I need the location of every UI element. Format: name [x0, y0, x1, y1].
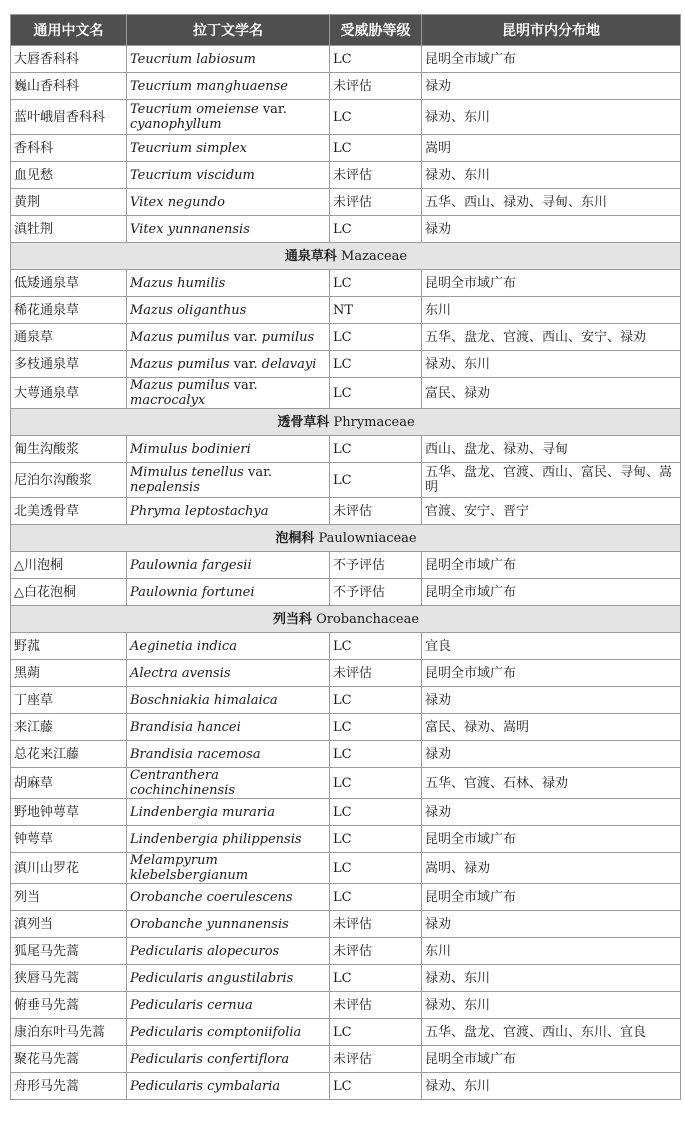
common-name-cell: 滇列当: [11, 911, 127, 938]
distribution-cell: 官渡、安宁、晋宁: [422, 498, 681, 525]
genus-name: Pedicularis: [130, 1078, 203, 1094]
genus-name: Melampyrum: [130, 853, 218, 868]
common-name-cell: 狭唇马先蒿: [11, 965, 127, 992]
distribution-cell: 五华、西山、禄劝、寻甸、东川: [422, 189, 681, 216]
genus-name: Vitex: [130, 221, 164, 237]
threat-level-cell: 未评估: [330, 73, 422, 100]
latin-name-cell: [127, 552, 330, 579]
species-row: [11, 216, 681, 243]
latin-name-cell: [127, 436, 330, 463]
threat-level-cell: LC: [330, 463, 422, 498]
threat-level-cell: 不予评估: [330, 552, 422, 579]
latin-name-cell: [127, 579, 330, 606]
common-name-cell: 聚花马先蒿: [11, 1046, 127, 1073]
distribution-cell: 富民、禄劝: [422, 378, 681, 409]
common-name-cell: 多枝通泉草: [11, 351, 127, 378]
rank-marker: var.: [233, 356, 258, 372]
family-latin-name: Paulowniaceae: [318, 530, 417, 546]
threat-level-cell: 未评估: [330, 992, 422, 1019]
species-epithet: cernua: [207, 997, 253, 1013]
latin-name-cell: [127, 768, 330, 799]
species-epithet: cymbalaria: [207, 1078, 281, 1094]
species-epithet: leptostachya: [184, 503, 269, 519]
species-epithet: hancei: [197, 719, 241, 735]
genus-name: Teucrium: [130, 102, 193, 117]
threat-level-cell: LC: [330, 826, 422, 853]
species-row: [11, 687, 681, 714]
threat-level-cell: 未评估: [330, 938, 422, 965]
species-table: [10, 14, 681, 1100]
genus-name: Pedicularis: [130, 970, 203, 986]
species-epithet: pumilus: [177, 329, 230, 345]
species-table-page: [10, 14, 680, 1100]
species-epithet: alopecuros: [207, 943, 280, 959]
latin-name-cell: [127, 189, 330, 216]
genus-name: Pedicularis: [130, 943, 203, 959]
threat-level-cell: LC: [330, 270, 422, 297]
header-row: [11, 15, 681, 46]
family-chinese-name: 泡桐科: [275, 530, 315, 546]
distribution-cell: 五华、盘龙、官渡、西山、东川、宜良: [422, 1019, 681, 1046]
threat-level-cell: LC: [330, 46, 422, 73]
family-cell: [11, 525, 681, 552]
latin-name-cell: [127, 463, 330, 498]
genus-name: Mazus: [130, 329, 173, 345]
latin-name-cell: [127, 687, 330, 714]
threat-level-cell: LC: [330, 378, 422, 409]
latin-name-cell: [127, 297, 330, 324]
species-row: [11, 162, 681, 189]
threat-level-cell: 未评估: [330, 162, 422, 189]
family-row: [11, 243, 681, 270]
species-row: [11, 884, 681, 911]
species-row: [11, 714, 681, 741]
common-name-cell: 通泉草: [11, 324, 127, 351]
common-name-cell: △白花泡桐: [11, 579, 127, 606]
common-name-cell: 黄荆: [11, 189, 127, 216]
species-row: [11, 741, 681, 768]
distribution-cell: 昆明全市域广布: [422, 579, 681, 606]
threat-level-cell: LC: [330, 633, 422, 660]
latin-name-cell: [127, 992, 330, 1019]
species-epithet: oliganthus: [177, 302, 247, 318]
threat-level-cell: LC: [330, 884, 422, 911]
distribution-cell: 昆明全市域广布: [422, 1046, 681, 1073]
species-epithet: muraria: [222, 804, 275, 820]
common-name-cell: 狐尾马先蒿: [11, 938, 127, 965]
species-epithet: omeiense: [196, 102, 259, 117]
distribution-cell: 东川: [422, 297, 681, 324]
distribution-cell: 昆明全市域广布: [422, 660, 681, 687]
threat-level-cell: LC: [330, 853, 422, 884]
threat-level-cell: 不予评估: [330, 579, 422, 606]
distribution-cell: 禄劝、东川: [422, 162, 681, 189]
family-cell: [11, 409, 681, 436]
genus-name: Teucrium: [130, 167, 193, 183]
threat-level-cell: LC: [330, 799, 422, 826]
species-row: [11, 297, 681, 324]
latin-name-cell: [127, 938, 330, 965]
distribution-cell: 禄劝、东川: [422, 100, 681, 135]
threat-level-cell: 未评估: [330, 1046, 422, 1073]
distribution-cell: 禄劝: [422, 911, 681, 938]
common-name-cell: 大唇香科科: [11, 46, 127, 73]
genus-name: Brandisia: [130, 746, 193, 762]
distribution-cell: 禄劝: [422, 216, 681, 243]
genus-name: Mazus: [130, 378, 173, 393]
family-row: [11, 409, 681, 436]
threat-level-cell: LC: [330, 1073, 422, 1100]
threat-level-cell: LC: [330, 100, 422, 135]
species-epithet: pumilus: [177, 356, 230, 372]
common-name-cell: 匍生沟酸浆: [11, 436, 127, 463]
infraspecific-epithet: delavayi: [261, 356, 317, 372]
latin-name-cell: [127, 378, 330, 409]
genus-name: Pedicularis: [130, 1051, 203, 1067]
threat-level-cell: LC: [330, 436, 422, 463]
threat-level-cell: LC: [330, 351, 422, 378]
family-row: [11, 525, 681, 552]
infraspecific-epithet: macrocalyx: [130, 393, 206, 408]
threat-level-cell: NT: [330, 297, 422, 324]
distribution-cell: 五华、盘龙、官渡、西山、安宁、禄劝: [422, 324, 681, 351]
species-row: [11, 1073, 681, 1100]
species-epithet: himalaica: [213, 692, 278, 708]
genus-name: Lindenbergia: [130, 831, 219, 847]
species-row: [11, 463, 681, 498]
distribution-cell: 禄劝: [422, 73, 681, 100]
table-header: [11, 15, 681, 46]
species-epithet: coerulescens: [206, 889, 293, 905]
family-latin-name: Phrymaceae: [333, 414, 415, 430]
common-name-cell: 胡麻草: [11, 768, 127, 799]
species-row: [11, 73, 681, 100]
distribution-cell: 西山、盘龙、禄劝、寻甸: [422, 436, 681, 463]
species-row: [11, 46, 681, 73]
genus-name: Teucrium: [130, 78, 193, 94]
family-latin-name: Orobanchaceae: [316, 611, 420, 627]
latin-name-cell: [127, 162, 330, 189]
species-epithet: angustilabris: [207, 970, 294, 986]
common-name-cell: 野菰: [11, 633, 127, 660]
genus-name: Paulownia: [130, 557, 198, 573]
latin-name-cell: [127, 1019, 330, 1046]
family-row: [11, 606, 681, 633]
common-name-cell: 滇牡荆: [11, 216, 127, 243]
distribution-cell: 嵩明: [422, 135, 681, 162]
species-row: [11, 911, 681, 938]
common-name-cell: 来江藤: [11, 714, 127, 741]
threat-level-cell: LC: [330, 741, 422, 768]
species-epithet: humilis: [177, 275, 226, 291]
latin-name-cell: [127, 741, 330, 768]
threat-level-cell: LC: [330, 965, 422, 992]
distribution-cell: 五华、官渡、石林、禄劝: [422, 768, 681, 799]
species-row: [11, 1046, 681, 1073]
species-row: [11, 633, 681, 660]
species-row: [11, 826, 681, 853]
species-row: [11, 992, 681, 1019]
family-cell: [11, 606, 681, 633]
family-chinese-name: 通泉草科: [284, 248, 337, 264]
genus-name: Mimulus: [130, 441, 188, 457]
header-distribution: 昆明市内分布地: [422, 15, 681, 46]
family-cell: [11, 243, 681, 270]
genus-name: Teucrium: [130, 140, 193, 156]
distribution-cell: 禄劝、东川: [422, 965, 681, 992]
distribution-cell: 富民、禄劝、嵩明: [422, 714, 681, 741]
species-row: [11, 351, 681, 378]
species-row: [11, 552, 681, 579]
species-epithet: labiosum: [196, 51, 256, 67]
threat-level-cell: LC: [330, 216, 422, 243]
genus-name: Pedicularis: [130, 1024, 203, 1040]
species-epithet: pumilus: [177, 378, 230, 393]
latin-name-cell: [127, 853, 330, 884]
rank-marker: var.: [233, 378, 258, 393]
species-epithet: simplex: [196, 140, 247, 156]
species-epithet: klebelsbergianum: [130, 868, 249, 883]
latin-name-cell: [127, 633, 330, 660]
distribution-cell: 禄劝、东川: [422, 351, 681, 378]
species-row: [11, 853, 681, 884]
species-row: [11, 100, 681, 135]
rank-marker: var.: [262, 102, 287, 117]
species-epithet: cochinchinensis: [130, 783, 236, 798]
rank-marker: var.: [248, 465, 273, 480]
genus-name: Mazus: [130, 356, 173, 372]
threat-level-cell: LC: [330, 714, 422, 741]
threat-level-cell: LC: [330, 135, 422, 162]
common-name-cell: 大萼通泉草: [11, 378, 127, 409]
distribution-cell: 昆明全市域广布: [422, 46, 681, 73]
species-epithet: fortunei: [201, 584, 255, 600]
common-name-cell: 黑蒴: [11, 660, 127, 687]
header-threat-level: 受威胁等级: [330, 15, 422, 46]
distribution-cell: 昆明全市域广布: [422, 884, 681, 911]
latin-name-cell: [127, 351, 330, 378]
latin-name-cell: [127, 884, 330, 911]
genus-name: Lindenbergia: [130, 804, 219, 820]
infraspecific-epithet: nepalensis: [130, 480, 200, 495]
infraspecific-epithet: pumilus: [261, 329, 315, 345]
distribution-cell: 五华、盘龙、官渡、西山、富民、寻甸、嵩明: [422, 463, 681, 498]
latin-name-cell: [127, 826, 330, 853]
common-name-cell: 康泊东叶马先蒿: [11, 1019, 127, 1046]
latin-name-cell: [127, 1046, 330, 1073]
threat-level-cell: LC: [330, 1019, 422, 1046]
common-name-cell: 钟萼草: [11, 826, 127, 853]
genus-name: Paulownia: [130, 584, 198, 600]
distribution-cell: 昆明全市域广布: [422, 552, 681, 579]
latin-name-cell: [127, 270, 330, 297]
distribution-cell: 禄劝: [422, 799, 681, 826]
latin-name-cell: [127, 100, 330, 135]
common-name-cell: 野地钟萼草: [11, 799, 127, 826]
distribution-cell: 昆明全市域广布: [422, 270, 681, 297]
distribution-cell: 昆明全市域广布: [422, 826, 681, 853]
distribution-cell: 东川: [422, 938, 681, 965]
genus-name: Mazus: [130, 275, 173, 291]
family-latin-name: Mazaceae: [341, 248, 408, 264]
genus-name: Mazus: [130, 302, 173, 318]
latin-name-cell: [127, 1073, 330, 1100]
distribution-cell: 禄劝: [422, 687, 681, 714]
latin-name-cell: [127, 73, 330, 100]
common-name-cell: △川泡桐: [11, 552, 127, 579]
species-row: [11, 189, 681, 216]
common-name-cell: 列当: [11, 884, 127, 911]
common-name-cell: 血见愁: [11, 162, 127, 189]
threat-level-cell: 未评估: [330, 660, 422, 687]
latin-name-cell: [127, 660, 330, 687]
latin-name-cell: [127, 799, 330, 826]
threat-level-cell: LC: [330, 324, 422, 351]
species-epithet: indica: [196, 638, 237, 654]
species-row: [11, 768, 681, 799]
infraspecific-epithet: cyanophyllum: [130, 117, 222, 132]
genus-name: Orobanche: [130, 916, 203, 932]
species-epithet: yunnanensis: [167, 221, 250, 237]
genus-name: Orobanche: [130, 889, 203, 905]
species-row: [11, 579, 681, 606]
latin-name-cell: [127, 965, 330, 992]
common-name-cell: 舟形马先蒿: [11, 1073, 127, 1100]
genus-name: Teucrium: [130, 51, 193, 67]
common-name-cell: 尼泊尔沟酸浆: [11, 463, 127, 498]
genus-name: Brandisia: [130, 719, 193, 735]
distribution-cell: 禄劝: [422, 741, 681, 768]
distribution-cell: 禄劝、东川: [422, 1073, 681, 1100]
latin-name-cell: [127, 498, 330, 525]
latin-name-cell: [127, 911, 330, 938]
common-name-cell: 低矮通泉草: [11, 270, 127, 297]
distribution-cell: 嵩明、禄劝: [422, 853, 681, 884]
species-epithet: fargesii: [201, 557, 252, 573]
threat-level-cell: 未评估: [330, 498, 422, 525]
species-epithet: yunnanensis: [206, 916, 289, 932]
species-row: [11, 938, 681, 965]
species-epithet: comptoniifolia: [207, 1024, 302, 1040]
species-epithet: tenellus: [191, 465, 244, 480]
latin-name-cell: [127, 46, 330, 73]
genus-name: Boschniakia: [130, 692, 210, 708]
species-epithet: philippensis: [222, 831, 302, 847]
common-name-cell: 北美透骨草: [11, 498, 127, 525]
species-epithet: viscidum: [196, 167, 255, 183]
common-name-cell: 总花来江藤: [11, 741, 127, 768]
table-body: [11, 46, 681, 1100]
species-row: [11, 378, 681, 409]
family-chinese-name: 列当科: [272, 611, 312, 627]
common-name-cell: 巍山香科科: [11, 73, 127, 100]
threat-level-cell: LC: [330, 768, 422, 799]
species-epithet: negundo: [167, 194, 225, 210]
species-row: [11, 135, 681, 162]
threat-level-cell: 未评估: [330, 911, 422, 938]
species-epithet: confertiflora: [207, 1051, 290, 1067]
common-name-cell: 丁座草: [11, 687, 127, 714]
species-row: [11, 660, 681, 687]
species-row: [11, 270, 681, 297]
threat-level-cell: LC: [330, 687, 422, 714]
species-epithet: bodinieri: [191, 441, 251, 457]
threat-level-cell: 未评估: [330, 189, 422, 216]
species-row: [11, 498, 681, 525]
latin-name-cell: [127, 714, 330, 741]
header-latin-name: 拉丁文学名: [127, 15, 330, 46]
latin-name-cell: [127, 135, 330, 162]
genus-name: Aeginetia: [130, 638, 193, 654]
species-epithet: racemosa: [197, 746, 261, 762]
header-common-name: 通用中文名: [11, 15, 127, 46]
genus-name: Mimulus: [130, 465, 188, 480]
species-epithet: avensis: [181, 665, 231, 681]
distribution-cell: 宜良: [422, 633, 681, 660]
species-row: [11, 799, 681, 826]
family-chinese-name: 透骨草科: [277, 414, 330, 430]
genus-name: Alectra: [130, 665, 178, 681]
species-row: [11, 965, 681, 992]
rank-marker: var.: [233, 329, 258, 345]
genus-name: Centranthera: [130, 768, 219, 783]
latin-name-cell: [127, 216, 330, 243]
species-row: [11, 1019, 681, 1046]
latin-name-cell: [127, 324, 330, 351]
species-row: [11, 436, 681, 463]
common-name-cell: 蓝叶峨眉香科科: [11, 100, 127, 135]
genus-name: Phryma: [130, 503, 181, 519]
common-name-cell: 滇川山罗花: [11, 853, 127, 884]
genus-name: Vitex: [130, 194, 164, 210]
species-epithet: manghuaense: [196, 78, 288, 94]
common-name-cell: 香科科: [11, 135, 127, 162]
common-name-cell: 俯垂马先蒿: [11, 992, 127, 1019]
distribution-cell: 禄劝、东川: [422, 992, 681, 1019]
common-name-cell: 稀花通泉草: [11, 297, 127, 324]
genus-name: Pedicularis: [130, 997, 203, 1013]
species-row: [11, 324, 681, 351]
